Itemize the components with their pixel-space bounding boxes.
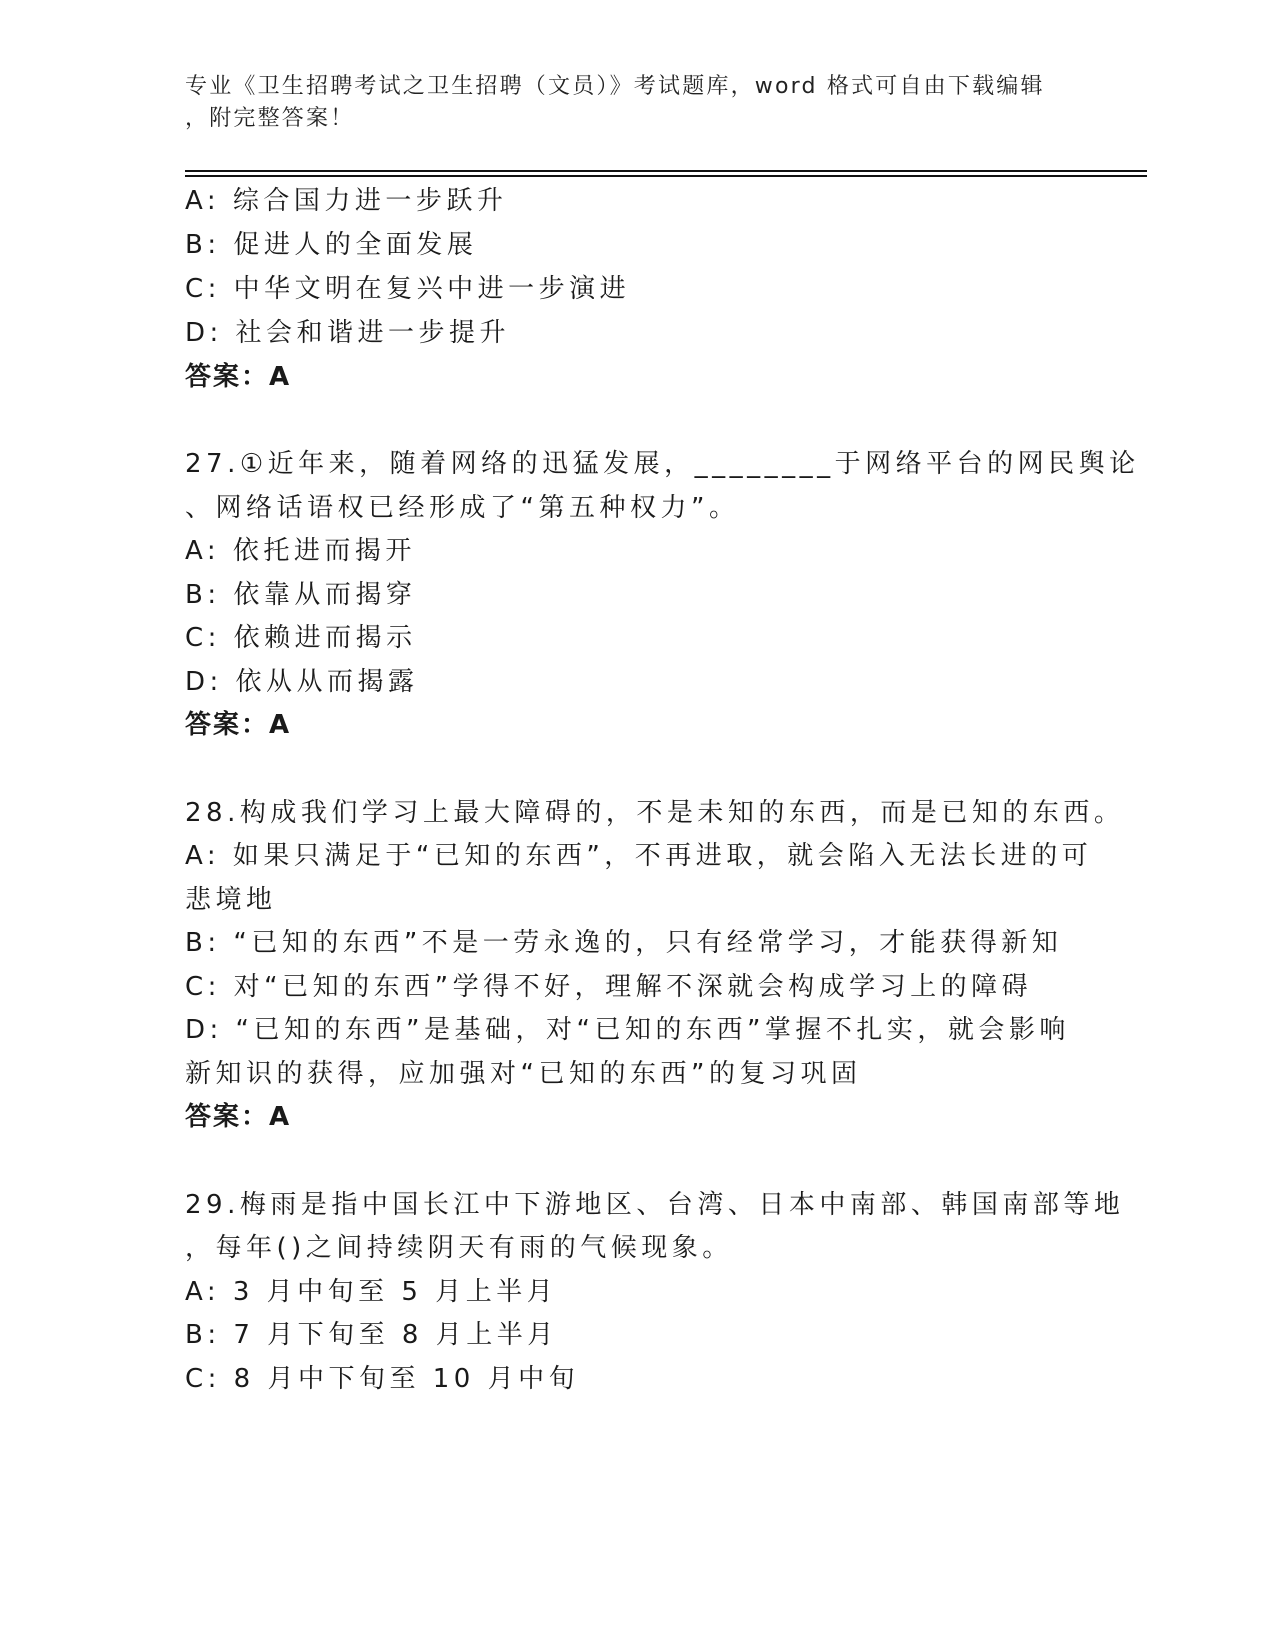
q27-stem-line-1: 27.①近年来，随着网络的迅猛发展，________于网络平台的网民舆论 [185, 449, 1140, 479]
q27-stem-line-2: 、网络话语权已经形成了“第五种权力”。 [185, 493, 740, 523]
q28-stem: 28.构成我们学习上最大障碍的，不是未知的东西，而是已知的东西。 [185, 798, 1125, 828]
q26-option-d: D: 社会和谐进一步提升 [185, 318, 511, 348]
header-line-2: ，附完整答案！ [185, 106, 355, 131]
q28-option-d: D: “已知的东西”是基础，对“已知的东西”掌握不扎实，就会影响 [185, 1015, 1070, 1045]
q27-option-b: B: 依靠从而揭穿 [185, 580, 417, 610]
q27-option-d: D: 依从从而揭露 [185, 667, 419, 697]
q28-answer: 答案：A [185, 1102, 292, 1132]
header-divider-top [185, 170, 1147, 172]
q28-option-c: C: 对“已知的东西”学得不好，理解不深就会构成学习上的障碍 [185, 972, 1033, 1002]
q26-option-c: C: 中华文明在复兴中进一步演进 [185, 274, 631, 304]
q27-option-a: A: 依托进而揭开 [185, 536, 416, 566]
q28-option-a-cont: 悲境地 [185, 885, 277, 915]
q28-option-b: B: “已知的东西”不是一劳永逸的，只有经常学习，才能获得新知 [185, 928, 1063, 958]
header-line-1: 专业《卫生招聘考试之卫生招聘（文员）》考试题库，word 格式可自由下载编辑 [185, 74, 1045, 99]
q29-stem-line-1: 29.梅雨是指中国长江中下游地区、台湾、日本中南部、韩国南部等地 [185, 1190, 1125, 1220]
q27-answer: 答案：A [185, 710, 292, 740]
q28-option-d-cont: 新知识的获得，应加强对“已知的东西”的复习巩固 [185, 1059, 862, 1089]
q28-option-a: A: 如果只满足于“已知的东西”，不再进取，就会陷入无法长进的可 [185, 841, 1093, 871]
q29-option-c: C: 8 月中下旬至 10 月中旬 [185, 1364, 580, 1394]
q26-option-a: A: 综合国力进一步跃升 [185, 186, 508, 216]
q26-option-b: B: 促进人的全面发展 [185, 230, 478, 260]
q29-option-b: B: 7 月下旬至 8 月上半月 [185, 1320, 558, 1350]
q26-answer: 答案：A [185, 362, 292, 392]
header-divider-bottom [185, 175, 1147, 177]
q29-stem-line-2: ，每年()之间持续阴天有雨的气候现象。 [185, 1233, 733, 1263]
q27-option-c: C: 依赖进而揭示 [185, 623, 417, 653]
q29-option-a: A: 3 月中旬至 5 月上半月 [185, 1277, 558, 1307]
